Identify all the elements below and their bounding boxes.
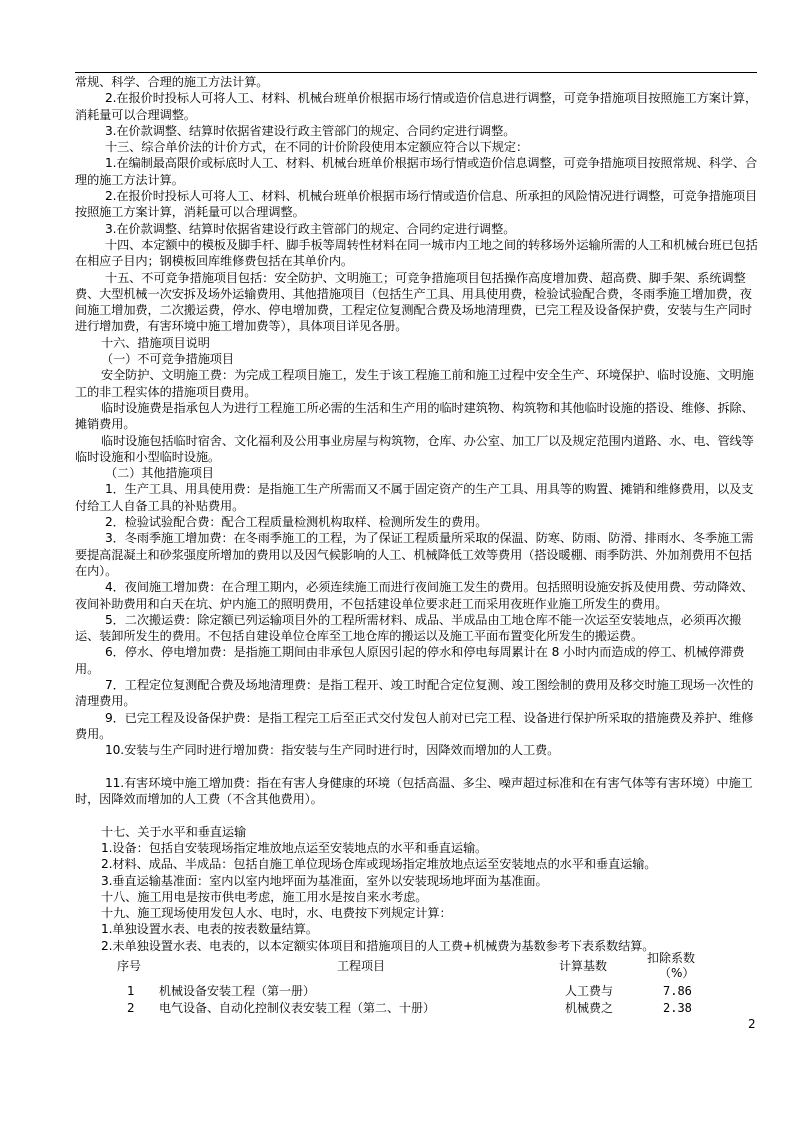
paragraph: 2.在报价时投标人可将人工、材料、机械台班单价根据市场行情或造价信息进行调整，可竞争措施项目按照施工方案计算，消耗量可以合理调整。	[75, 91, 758, 122]
paragraph: 1．生产工具、用具使用费：是指施工生产所需而又不属于固定资产的生产工具、用具等的购置、摊销和维修费用，以及支付给工人自备工具的补贴费用。	[75, 482, 754, 513]
table-cell-no: 2	[127, 1001, 135, 1016]
paragraph: 9．已完工程及设备保护费：是指工程完工后至正式交付发包人前对已完工程、设备进行保护所采取的措施费及养护、维修费用。	[75, 710, 754, 741]
paragraph: 2.在报价时投标人可将人工、材料、机械台班单价根据市场行情或造价信息、所承担的风险情况进行调整，可竞争措施项目按照施工方案计算，消耗量可以合理调整。	[75, 189, 758, 220]
subsection-heading: （二）其他措施项目	[105, 466, 214, 481]
table-header-rate: 扣除系数	[647, 951, 696, 966]
paragraph: 2．检验试验配合费：配合工程质量检测机构取样、检测所发生的费用。	[105, 515, 488, 530]
paragraph: 临时设施包括临时宿舍、文化福利及公用事业房屋与构筑物，仓库、办公室、加工厂以及规定范围内道路、水、电、管线等临时设施和小型临时设施。	[75, 433, 754, 464]
blank-line	[75, 758, 759, 774]
table-cell-base: 人工费与	[565, 984, 614, 999]
deduction-table	[75, 951, 759, 1019]
section-heading: 十五、不可竞争措施项目包括：安全防护、文明施工；可竞争措施项目包括操作高度增加费、超高费、脚手架、系统调整费、大型机械一次安拆及场外运输费用、其他措施项目（包括生产工具、用具使用费，检验试验配合费，冬雨季施工增加费，夜间施工增加费，二次搬运费，停水、停电增加费，工程定位复测配合费及场地清理费，已完工程及设备保护费，安装与生产同时进行增加费，有害环境中施工增加费等），具体项目详见各册。	[75, 270, 752, 334]
header-rule	[75, 72, 757, 73]
paragraph: 2.未单独设置水表、电表的，以本定额实体项目和措施项目的人工费+机械费为基数参考下表系数结算。	[101, 938, 655, 953]
paragraph: 1.设备：包括自安装现场指定堆放地点运至安装地点的水平和垂直运输。	[101, 840, 488, 855]
section-heading: 十六、措施项目说明	[101, 335, 210, 350]
paragraph: 5．二次搬运费：除定额已列运输项目外的工程所需材料、成品、半成品由工地仓库不能一次运至安装地点，必须再次搬运、装卸所发生的费用。不包括自建设单位仓库至工地仓库的搬运以及施工平面布置变化所发生的搬运费。	[75, 612, 742, 644]
paragraph: 7．工程定位复测配合费及场地清理费：是指工程开、竣工时配合定位复测、竣工图绘制的费用及移交时施工现场一次性的清理费用。	[75, 677, 754, 709]
paragraph: 3.垂直运输基准面：室内以室内地坪面为基准面，室外以安装现场地坪面为基准面。	[101, 873, 548, 888]
paragraph: 4．夜间施工增加费：在合理工期内，必须连续施工而进行夜间施工发生的费用。包括照明设施安拆及使用费、劳动降效、夜间补助费用和白天在坑、炉内施工的照明费用，不包括建设单位要求赶工而采用夜班作业施工所发生的费用。	[75, 580, 754, 611]
section-heading: 十三、综合单价法的计价方式，在不同的计价阶段使用本定额应符合以下规定：	[105, 140, 529, 155]
paragraph: 11.有害环境中施工增加费：指在有害人身健康的环境（包括高温、多尘、噪声超过标准和在有害气体等有害环境）中施工时，因降效而增加的人工费（不含其他费用）。	[75, 775, 753, 807]
table-header-base: 计算基数	[559, 959, 608, 974]
section-heading: 十七、关于水平和垂直运输	[101, 824, 247, 839]
table-cell-base: 机械费之	[565, 1001, 614, 1016]
paragraph: 常规、科学、合理的施工方法计算。	[75, 75, 269, 89]
paragraph: 临时设施费是指承包人为进行工程施工所必需的生活和生产用的临时建筑物、构筑物和其他临时设施的搭设、维修、拆除、摊销费用。	[75, 400, 754, 432]
table-header-rate-unit: （%）	[659, 966, 695, 981]
section-heading: 十四、本定额中的模板及脚手杆、脚手板等周转性材料在同一城市内工地之间的转移场外运输所需的人工和机械台班已包括在相应子目内；钢模板回库维修费包括在其单价内。	[75, 237, 758, 269]
section-heading: 十九、施工现场使用发包人水、电时，水、电费按下列规定计算：	[101, 906, 452, 921]
table-cell-no: 1	[127, 984, 135, 999]
table-cell-rate: 2.38	[663, 1001, 692, 1016]
document-body	[75, 74, 759, 1019]
paragraph: 安全防护、文明施工费：为完成工程项目施工，发生于该工程施工前和施工过程中安全生产、环境保护、临时设施、文明施工的非工程实体的措施项目费用。	[75, 368, 754, 399]
paragraph: 1.单独设置水表、电表的按表数量结算。	[101, 922, 318, 937]
paragraph: 3.在价款调整、结算时依据省建设行政主管部门的规定、合同约定进行调整。	[105, 123, 516, 138]
paragraph: 10.安装与生产同时进行增加费：指安装与生产同时进行时，因降效而增加的人工费。	[105, 743, 560, 758]
subsection-heading: （一）不可竞争措施项目	[101, 352, 234, 367]
section-heading: 十八、施工用电是按市供电考虑，施工用水是按自来水考虑。	[101, 889, 428, 904]
table-header-no: 序号	[117, 959, 142, 974]
page-number: 2	[748, 1017, 756, 1031]
table-cell-rate: 7.86	[663, 984, 692, 999]
paragraph: 3.在价款调整、结算时依据省建设行政主管部门的规定、合同约定进行调整。	[105, 221, 516, 236]
table-cell-item: 机械设备安装工程（第一册）	[159, 984, 316, 999]
paragraph: 6．停水、停电增加费：是指施工期间由非承包人原因引起的停水和停电每周累计在 8 小时内而造成的停工、机械停滞费用。	[75, 645, 745, 676]
paragraph: 1.在编制最高限价或标底时人工、材料、机械台班单价根据市场行情或造价信息调整，可竞争措施项目按照常规、科学、合理的施工方法计算。	[75, 156, 758, 187]
table-cell-item: 电气设备、自动化控制仪表安装工程（第二、十册）	[159, 1001, 436, 1016]
table-header-item: 工程项目	[337, 959, 386, 974]
blank-line	[75, 807, 759, 823]
paragraph: 2.材料、成品、半成品：包括自施工单位现场仓库或现场指定堆放地点运至安装地点的水平和垂直运输。	[101, 857, 657, 872]
paragraph: 3．冬雨季施工增加费：在冬雨季施工的工程，为了保证工程质量所采取的保温、防寒、防雨、防滑、排雨水、冬季施工需要提高混凝土和砂浆强度所增加的费用以及因气候影响的人工、机械降低工效等费用（搭设暖棚、雨季防洪、外加剂费用不包括在内）。	[75, 531, 754, 578]
